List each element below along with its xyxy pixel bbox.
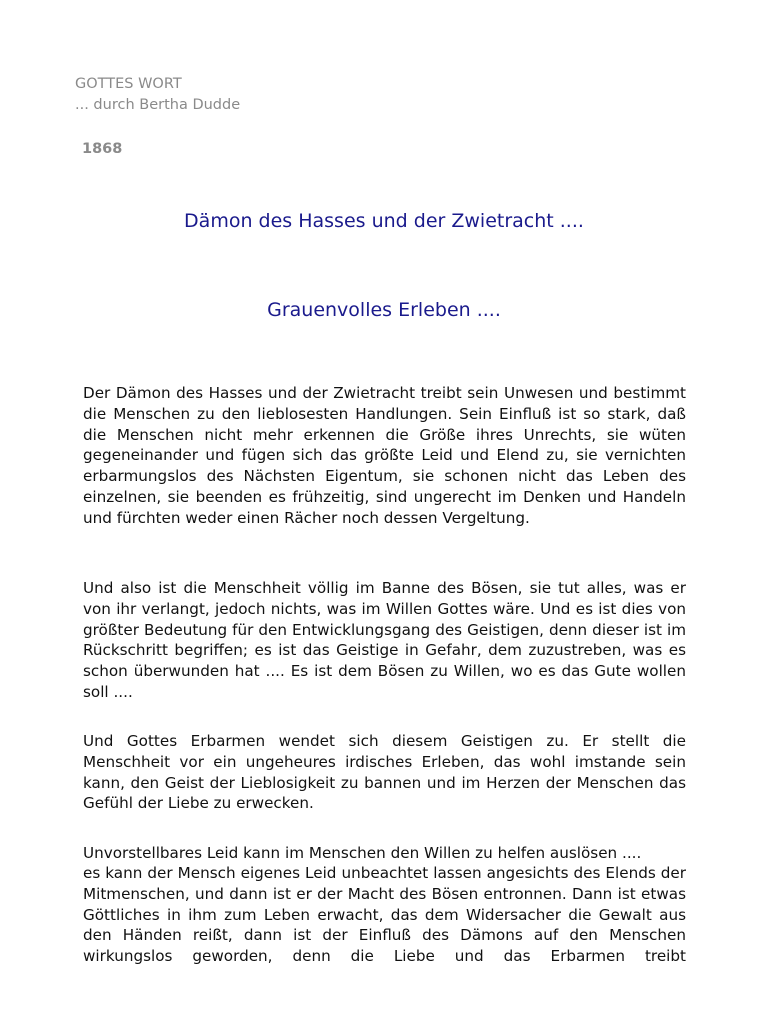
author-line: ... durch Bertha Dudde <box>75 97 241 113</box>
subtitle: Grauenvolles Erleben .... <box>267 299 501 321</box>
document-header <box>75 74 240 116</box>
paragraph-1: Der Dämon des Hasses und der Zwietracht treibt sein Unwesen und bestimmt die Menschen zu den lieblosesten Handlungen. Sein Einfluß ist so stark, daß die Menschen nicht mehr erkennen die Größe ihres Unrechts, sie wüten gegeneinander und fügen sich das größte Leid und Elend zu, sie vernichten erbarmungslos des Nächsten Eigentum, sie schonen nicht das Leben des einzelnen, sie beenden es frühzeitig, sind ungerecht im Denken und Handeln und fürchten weder einen Rächer noch dessen Vergeltung. <box>83 384 686 527</box>
paragraph-3: Und Gottes Erbarmen wendet sich diesem Geistigen zu. Er stellt die Menschheit vor ein ungeheures irdisches Erleben, das wohl imstande sein kann, den Geist der Lieblosigkeit zu bannen und im Herzen der Menschen das Gefühl der Liebe zu erwecken. <box>83 732 686 813</box>
year-label: 1868 <box>82 141 123 157</box>
paragraph-4: Unvorstellbares Leid kann im Menschen den Willen zu helfen auslösen .... <box>83 844 642 862</box>
paragraph-2: Und also ist die Menschheit völlig im Banne des Bösen, sie tut alles, was er von ihr verlangt, jedoch nichts, was im Willen Gottes wäre. Und es ist dies von größter Bedeutung für den Entwicklungsgang des Geistigen, denn dieser ist im Rückschritt begriffen; es ist das Geistige in Gefahr, dem zuzustreben, was es schon überwunden hat .... Es ist dem Bösen zu Willen, wo es das Gute wollen soll .... <box>83 579 686 701</box>
source-title: GOTTES WORT <box>75 76 182 92</box>
paragraph-5: es kann der Mensch eigenes Leid unbeachtet lassen angesichts des Elends der Mitmenschen, und dann ist er der Macht des Bösen entronnen. Dann ist etwas Göttliches in ihm zum Leben erwacht, das dem Widersacher die Gewalt aus den Händen reißt, dann ist der Einfluß des Dämons auf den Menschen wirkungslos geworden, denn die Liebe und das Erbarmen treibt <box>83 864 686 966</box>
main-title: Dämon des Hasses und der Zwietracht .... <box>184 210 584 232</box>
